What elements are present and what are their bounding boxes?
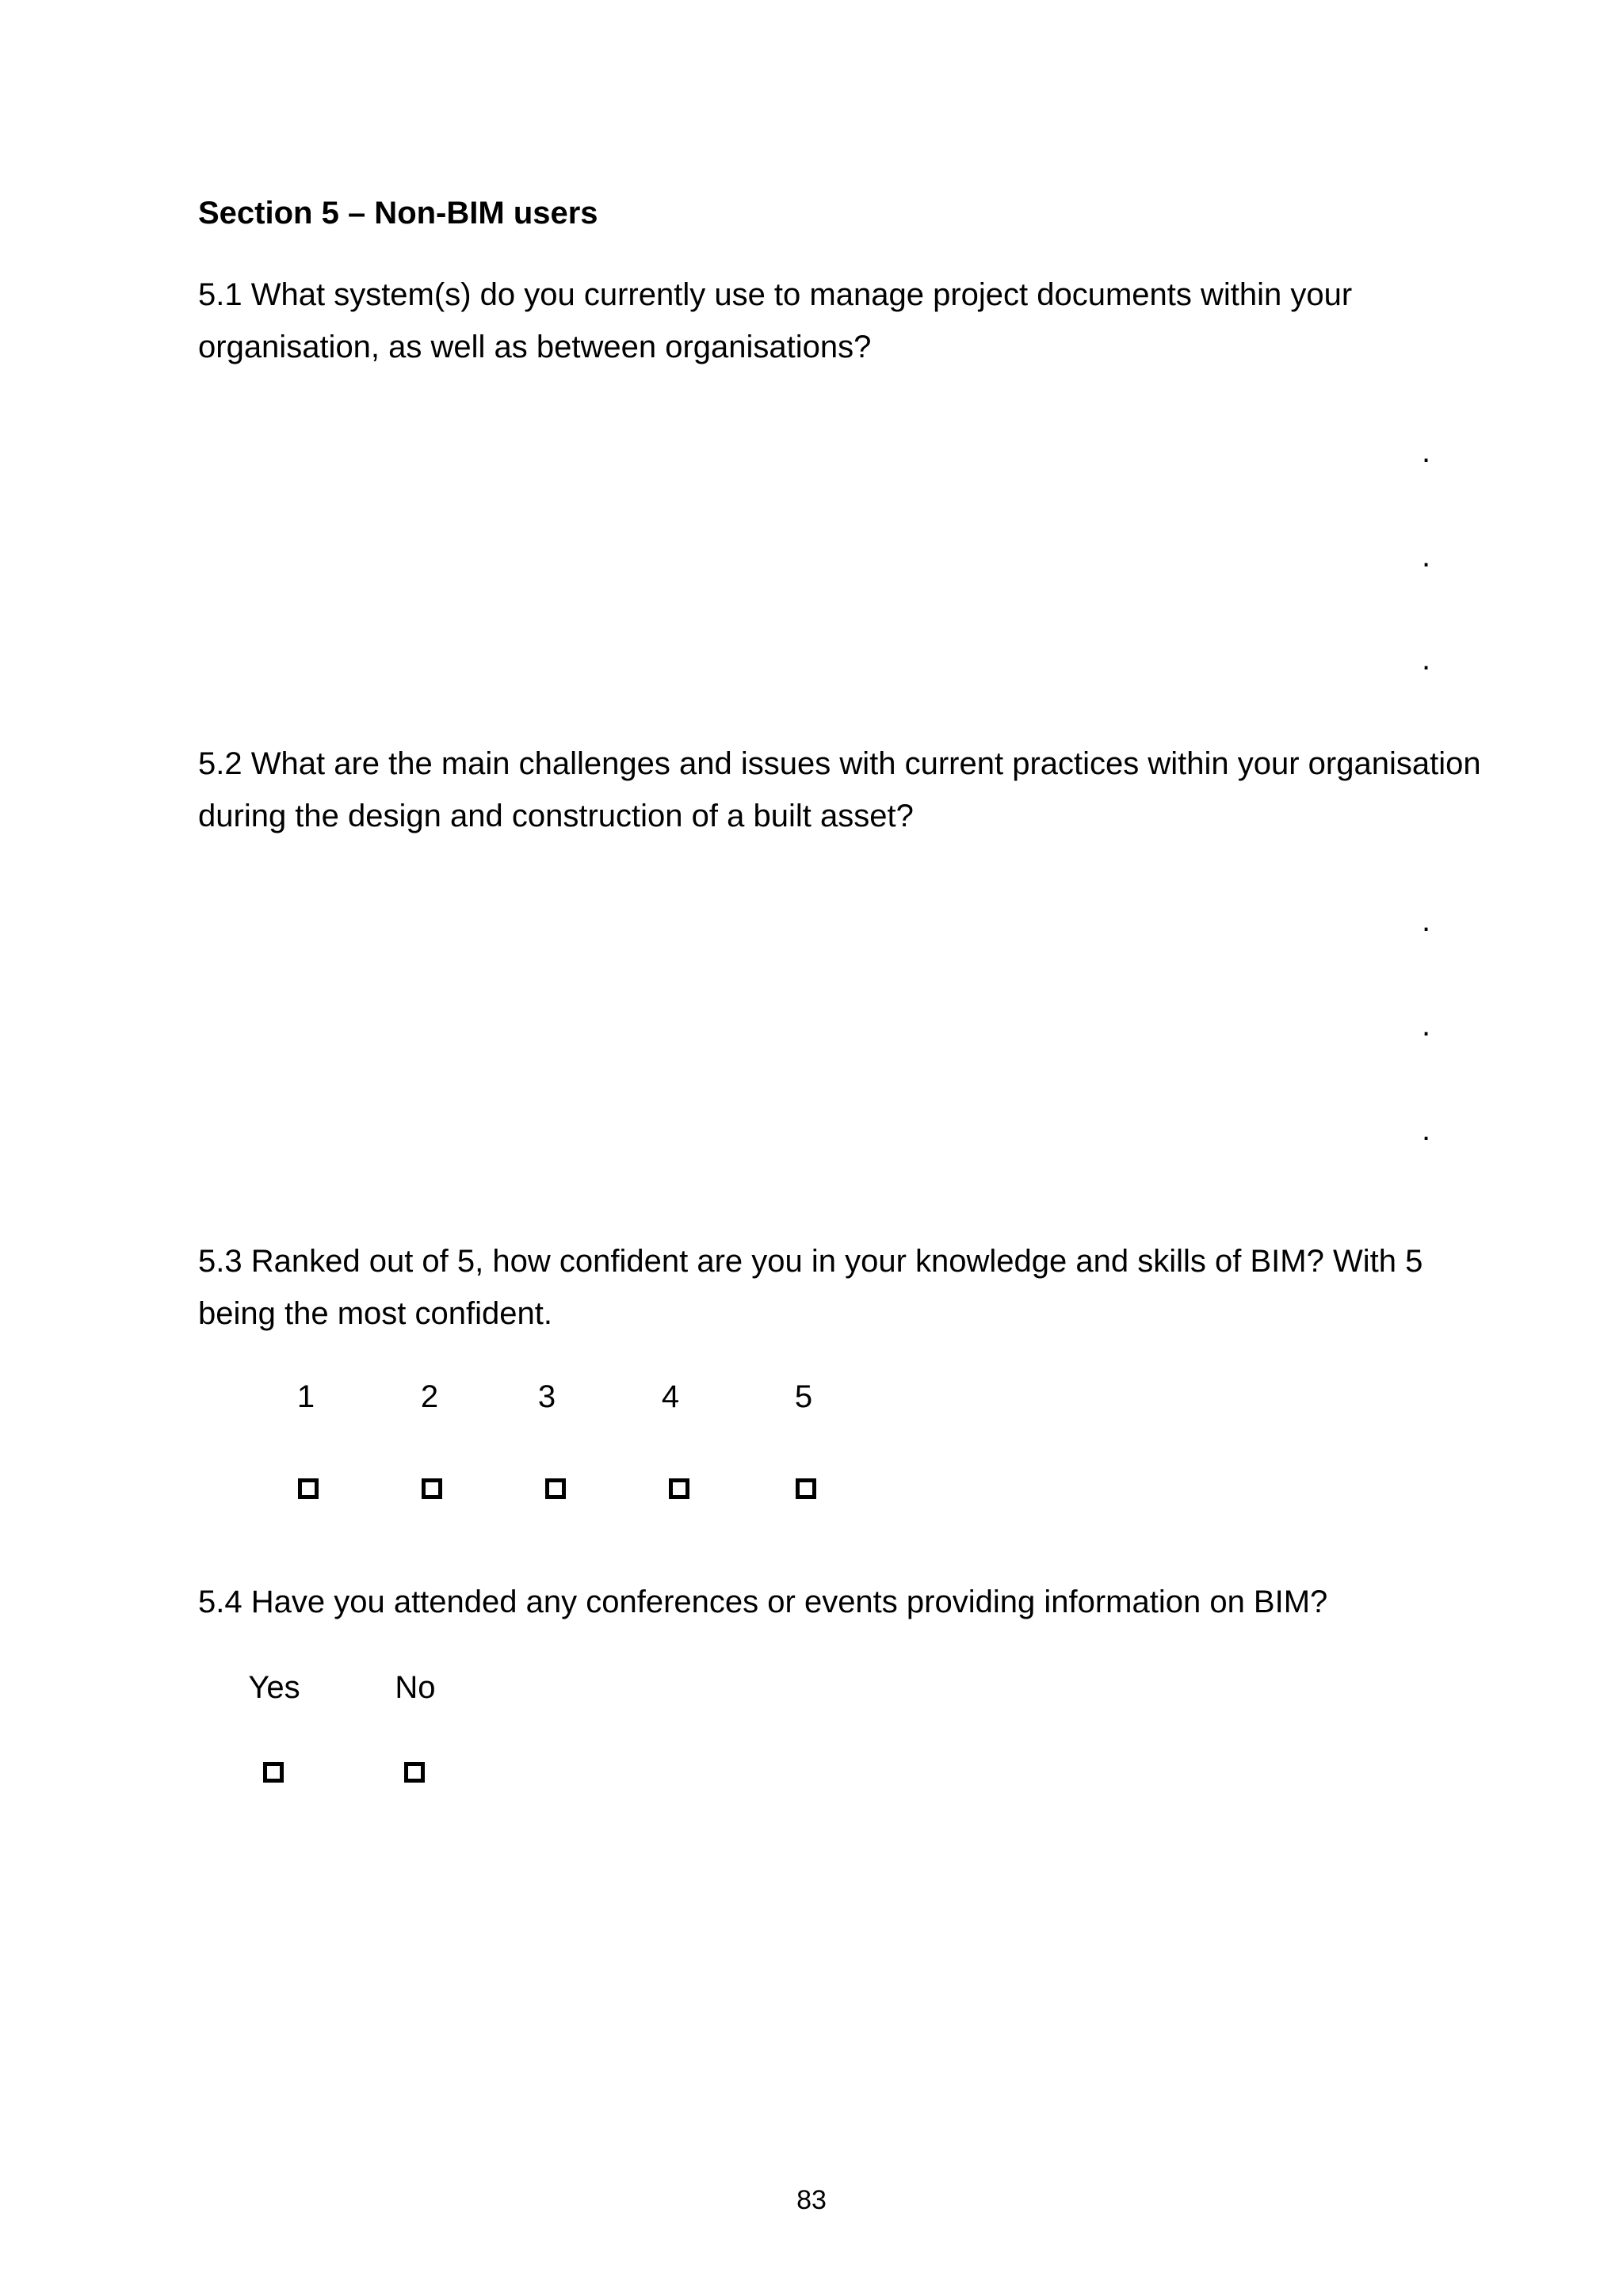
answer-line-marker: . [1422,642,1431,677]
yes-checkbox[interactable] [263,1762,284,1783]
section-heading: Section 5 – Non-BIM users [198,196,598,231]
question-5-3-line-2: being the most confident. [198,1296,552,1331]
rating-option-label: 4 [661,1379,680,1414]
question-5-2-line-1: 5.2 What are the main challenges and issues with current practices within your organisation [198,746,1481,781]
question-5-4-line-1: 5.4 Have you attended any conferences or events providing information on BIM? [198,1585,1328,1619]
yes-option-label: Yes [248,1670,300,1705]
answer-line-marker: . [1422,434,1431,469]
question-5-1-line-2: organisation, as well as between organisations? [198,330,872,364]
no-checkbox[interactable] [404,1762,425,1783]
rating-checkbox-2[interactable] [422,1478,442,1499]
rating-checkbox-3[interactable] [545,1478,566,1499]
rating-option-label: 3 [537,1379,556,1414]
rating-checkbox-4[interactable] [669,1478,689,1499]
page-number: 83 [796,2185,827,2215]
answer-line-marker: . [1422,539,1431,574]
question-5-3-line-1: 5.3 Ranked out of 5, how confident are you in your knowledge and skills of BIM? With 5 [198,1244,1423,1279]
answer-line-marker: . [1422,1112,1431,1147]
rating-option-label: 1 [296,1379,315,1414]
rating-checkbox-5[interactable] [796,1478,816,1499]
question-5-1-line-1: 5.1 What system(s) do you currently use to manage project documents within your [198,277,1353,312]
rating-checkbox-1[interactable] [298,1478,319,1499]
answer-line-marker: . [1422,1008,1431,1043]
question-5-2-line-2: during the design and construction of a built asset? [198,799,914,833]
answer-line-marker: . [1422,903,1431,938]
rating-option-label: 2 [420,1379,439,1414]
no-option-label: No [395,1670,436,1705]
rating-option-label: 5 [794,1379,813,1414]
